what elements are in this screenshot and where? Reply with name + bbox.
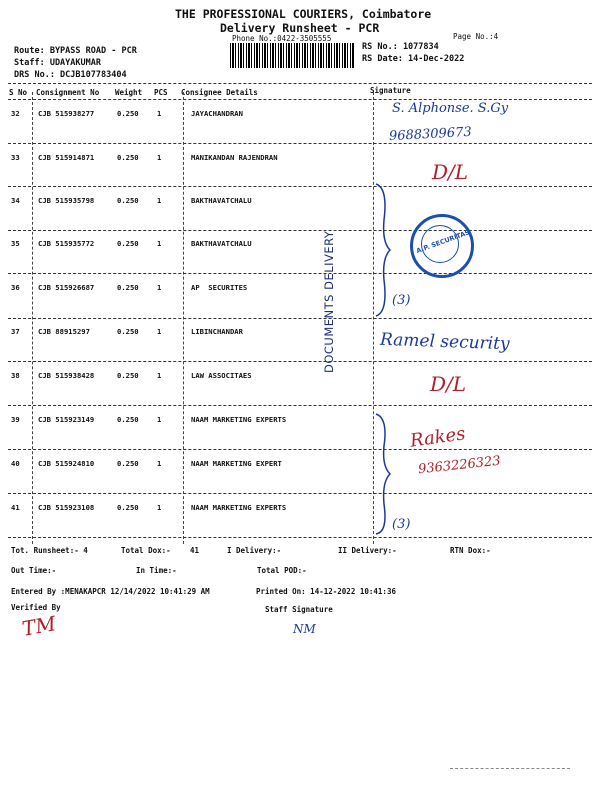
row-weight: 0.250 [117,327,139,336]
row-consignee: LAW ASSOCITAES [191,371,252,380]
row-consignee: BAKTHAVATCHALU [191,239,252,248]
seal-text: A.P. SECURITAS [415,228,471,255]
row-sno: 34 [11,196,20,205]
handwritten-count: (3) [392,293,411,308]
row-weight: 0.250 [117,153,139,162]
row-pcs: 1 [157,459,162,468]
handwritten-dl: D/L [432,160,469,184]
rs-date: RS Date: 14-Dec-2022 [362,54,465,64]
out-time: Out Time:- [11,566,57,575]
handwritten-phone: 9688309673 [388,124,473,145]
verified-by: Verified By [11,603,61,612]
row-sno: 37 [11,327,20,336]
col-signature: Signature [370,86,411,95]
handwritten-dl: D/L [430,372,467,396]
company-title: THE PROFESSIONAL COURIERS, Coimbatore [175,7,432,21]
scan-artifact [450,768,570,769]
row-sno: 36 [11,283,20,292]
col-sno: S No [9,88,28,97]
row-pcs: 1 [157,109,162,118]
divider [8,230,592,231]
row-weight: 0.250 [117,371,139,380]
rs-number: RS No.: 1077834 [362,42,439,52]
verifier-signature: TM [20,611,58,641]
col-weight: Weight [115,88,143,97]
total-pod: Total POD:- [257,566,307,575]
rtn-dox: RTN Dox:- [450,546,491,555]
row-weight: 0.250 [117,196,139,205]
row-pcs: 1 [157,283,162,292]
row-consignment: CJB 515914871 [38,153,95,162]
row-consignee: NAAM MARKETING EXPERTS [191,503,287,512]
page-number: Page No.:4 [453,32,499,41]
company-seal-icon [410,214,474,278]
divider [8,493,592,494]
divider [8,361,592,362]
row-weight: 0.250 [117,109,139,118]
row-consignment: CJB 515923108 [38,503,95,512]
total-dox-label: Total Dox:- [121,546,171,555]
phone-number: Phone No.:0422-3505555 [232,34,332,43]
row-weight: 0.250 [117,459,139,468]
row-consignment: CJB 515938428 [38,371,95,380]
row-consignment: CJB 515924810 [38,459,95,468]
row-weight: 0.250 [117,283,139,292]
printed-on: Printed On: 14-12-2022 10:41:36 [256,587,396,596]
row-consignment: CJB 515923149 [38,415,95,424]
row-consignment: CJB 515926687 [38,283,95,292]
barcode [230,43,354,68]
route: Route: BYPASS ROAD - PCR [14,46,137,56]
documents-delivery-stamp: DOCUMENTS DELIVERY [322,230,336,373]
divider [8,273,592,274]
total-runsheet: Tot. Runsheet:- 4 [11,546,88,555]
row-consignment: CJB 515935798 [38,196,95,205]
divider [8,405,592,406]
row-pcs: 1 [157,153,162,162]
row-pcs: 1 [157,239,162,248]
divider [8,537,592,538]
divider [8,186,592,187]
handwritten-phone: 9363226323 [417,453,502,478]
row-sno: 41 [11,503,20,512]
row-pcs: 1 [157,371,162,380]
row-sno: 39 [11,415,20,424]
divider [8,99,592,100]
staff-signature-label: Staff Signature [265,605,333,614]
row-consignment: CJB 515938277 [38,109,95,118]
row-weight: 0.250 [117,415,139,424]
i-delivery: I Delivery:- [227,546,282,555]
row-consignment: CJB 515935772 [38,239,95,248]
row-consignee: NAAM MARKETING EXPERTS [191,415,287,424]
row-consignee: MANIKANDAN RAJENDRAN [191,153,278,162]
col-consignment: Consignment No [36,88,100,97]
col-consignee: Consignee Details [181,88,258,97]
drs-number: DRS No.: DCJB107783404 [14,70,127,80]
handwritten-signature: Rakes [408,423,467,452]
row-sno: 40 [11,459,20,468]
ii-delivery: II Delivery:- [338,546,397,555]
divider [8,449,592,450]
row-consignee: JAYACHANDRAN [191,109,243,118]
row-sno: 35 [11,239,20,248]
handwritten-count: (3) [392,517,411,532]
divider [8,318,592,319]
staff-signature: NM [293,622,316,636]
row-consignee: BAKTHAVATCHALU [191,196,252,205]
row-pcs: 1 [157,503,162,512]
row-weight: 0.250 [117,239,139,248]
row-weight: 0.250 [117,503,139,512]
divider [8,83,592,84]
row-pcs: 1 [157,196,162,205]
divider [8,143,592,144]
total-dox-value: 41 [190,546,200,555]
row-sno: 32 [11,109,20,118]
col-pcs: PCS [154,88,168,97]
row-consignee: LIBINCHANDAR [191,327,243,336]
staff-name: Staff: UDAYAKUMAR [14,58,101,68]
entered-by: Entered By :MENAKAPCR 12/14/2022 10:41:29 AM [11,587,210,596]
handwritten-signature: Ramel security [379,329,510,355]
in-time: In Time:- [136,566,177,575]
row-sno: 38 [11,371,20,380]
handwritten-signature: S. Alphonse. S.Gy [392,101,509,116]
row-pcs: 1 [157,327,162,336]
runsheet-subtitle: Delivery Runsheet - PCR [220,21,380,35]
row-consignment: CJB 88915297 [38,327,90,336]
row-sno: 33 [11,153,20,162]
row-consignee: NAAM MARKETING EXPERT [191,459,282,468]
row-pcs: 1 [157,415,162,424]
row-consignee: AP SECURITES [191,283,248,292]
